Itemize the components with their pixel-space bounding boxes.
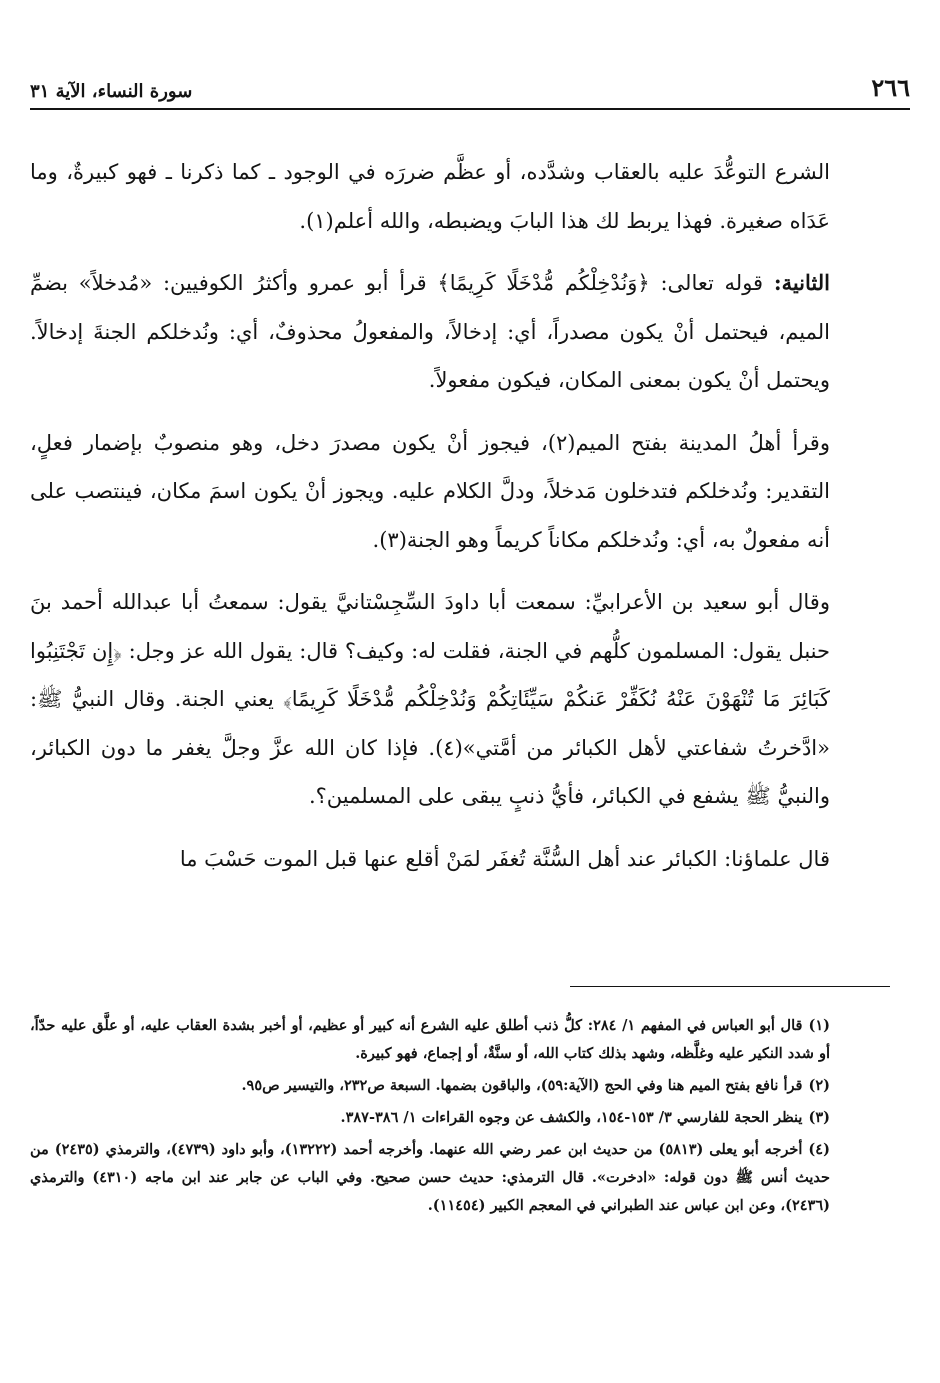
paragraph-text: قوله تعالى: ﴿وَنُدْخِلْكُم مُّدْخَلًا كَرِيمًا﴾ قرأ أبو عمرو وأكثرُ الكوفيين: «مُدخلاً» بضمِّ الميم، فيحتمل أنْ يكون مصدراً، أي: إدخالاً، والمفعولُ محذوفٌ، أي: ونُدخلكم الجنةَ إدخالاً. ويحتمل أنْ يكون بمعنى المكان، فيكون مفعولاً. <box>30 271 830 392</box>
paragraph: الشرع التوعُّدَ عليه بالعقاب وشدَّده، أو عظَّم ضررَه في الوجود ـ كما ذكرنا ـ فهو كبيرةٌ، وما عَدَاه صغيرة. فهذا يربط لك هذا البابَ ويضبطه، والله أعلم(١). <box>30 160 830 233</box>
footnote <box>30 1012 830 1068</box>
footnote-number: (٢) <box>808 1077 830 1094</box>
page-number: ٢٦٦ <box>871 73 910 102</box>
footnote-text: ينظر الحجة للفارسي ٣/ ١٥٣-١٥٤، والكشف عن وجوه القراءات ١/ ٣٨٦-٣٨٧. <box>340 1109 803 1126</box>
paragraph: وقرأ أهلُ المدينة بفتح الميم(٢)، فيجوز أنْ يكون مصدرَ دخل، وهو منصوبٌ بإضمار فعلٍ، التقدير: ونُدخلكم فتدخلون مَدخلاً، ودلَّ الكلام عليه. ويجوز أنْ يكون اسمَ مكان، فينتصب على أنه مفعولٌ به، أي: ونُدخلكم مكاناً كريماً وهو الجنة(٣). <box>30 430 830 552</box>
paragraph: وقال أبو سعيد بن الأعرابيِّ: سمعت أبا داودَ السِّجِسْتانيَّ يقول: سمعتُ أبا عبدالله أحمد بنَ حنبل يقول: المسلمون كلُّهم في الجنة، فقلت له: وكيف؟ قال: يقول الله عز وجل: ﴿إِن تَجْتَنِبُوا كَبَائِرَ مَا تُنْهَوْنَ عَنْهُ نُكَفِّرْ عَنكُمْ سَيِّئَاتِكُمْ وَنُدْخِلْكُم مُّدْخَلًا كَرِيمًا﴾ يعني الجنة. وقال النبيُّ ﷺ: «ادَّخرتُ شفاعتي لأهل الكبائر من أمَّتي»(٤). فإذا كان الله عزَّ وجلَّ يغفر ما دون الكبائر، والنبيُّ ﷺ يشفع في الكبائر، فأيُّ ذنبٍ يبقى على المسلمين؟. <box>30 590 830 808</box>
footnote-number: (١) <box>808 1017 830 1034</box>
footnote-text: قال أبو العباس في المفهم ١/ ٢٨٤: كلُّ ذنب أطلق عليه الشرع أنه كبير أو عظيم، أو أخبر بشدة العقاب عليه، أو علَّق عليه حدّاً، أو شدد النكير عليه وغلَّظه، وشهد بذلك كتاب الله، أو سنَّةٌ، أو إجماع، فهو كبيرة. <box>30 1017 830 1062</box>
page-header <box>30 66 910 110</box>
footnote-text: قرأ نافع بفتح الميم هنا وفي الحج (الآية:٥٩)، والباقون بضمها. السبعة ص٢٣٢، والتيسير ص٩٥. <box>241 1077 803 1094</box>
footnote-number: (٣) <box>808 1109 830 1126</box>
paragraph: قال علماؤنا: الكبائر عند أهل السُّنَّة تُغفَر لمَنْ أقلع عنها قبل الموت حَسْبَ ما <box>179 846 830 871</box>
paragraph <box>30 259 830 405</box>
running-title: سورة النساء، الآية ٣١ <box>30 81 193 102</box>
footnotes <box>30 1012 830 1224</box>
footnote-text: أخرجه أبو يعلى (٥٨١٣) من حديث ابن عمر رضي الله عنهما. وأخرجه أحمد (١٣٢٢٢)، وأبو داود (٤٧٣٩)، والترمذي (٢٤٣٥) من حديث أنس ﷺ دون قوله: «ادخرت». قال الترمذي: حديث حسن صحيح. وفي الباب عن جابر عند ابن ماجه (٤٣١٠) والترمذي (٢٤٣٦)، وعن ابن عباس عند الطبراني في المعجم الكبير (١١٤٥٤). <box>30 1141 830 1214</box>
footnote <box>30 1104 830 1132</box>
footnote <box>30 1072 830 1100</box>
footnote-separator <box>570 986 890 987</box>
main-text <box>30 148 830 883</box>
footnote-number: (٤) <box>808 1141 830 1158</box>
paragraph-lead: الثانية: <box>773 270 830 295</box>
footnote <box>30 1136 830 1220</box>
